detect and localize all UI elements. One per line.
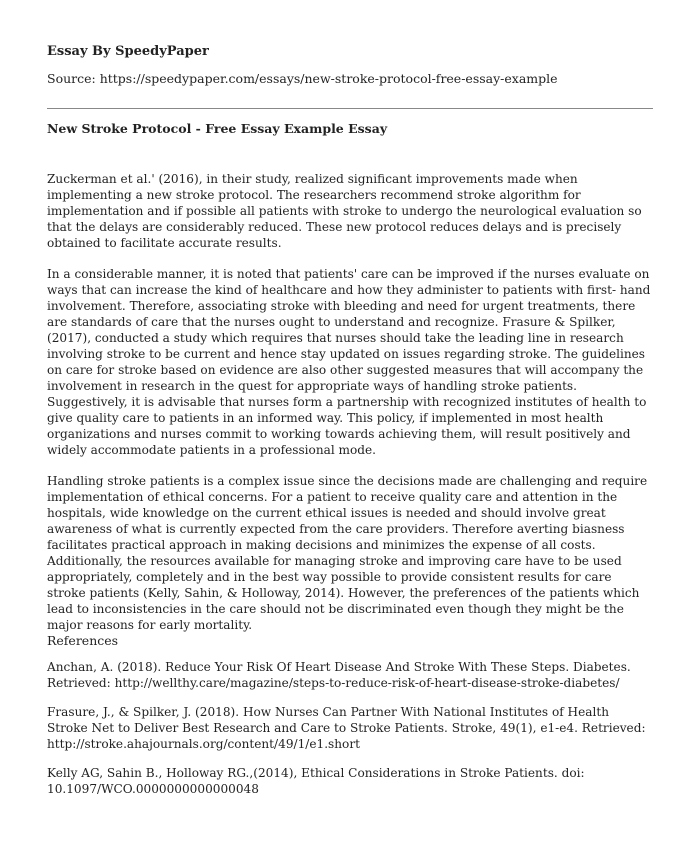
reference-item: Kelly AG, Sahin B., Holloway RG.,(2014), Ethical Considerations in Stroke Patients. doi: 10.1097/WCO.0000000000000048 <box>47 766 585 796</box>
essay-paragraph: In a considerable manner, it is noted that patients' care can be improved if the nurses evaluate on ways that can increase the kind of healthcare and how they administer to patients with first- hand involvement. Therefore, associating stroke with bleeding and need for urgent treatments, there are standards of care that the nurses ought to understand and recognize. Frasure & Spilker, (2017), conducted a study which requires that nurses should take the leading line in research involving stroke to be current and hence stay updated on issues regarding stroke. The guidelines on care for stroke based on evidence are also other suggested measures that will accompany the involvement in research in the quest for appropriate ways of handling stroke patients. Suggestively, it is advisable that nurses form a partnership with recognized institutes of health to give quality care to patients in an informed way. This policy, if implemented in most health organizations and nurses commit to working towards achieving them, will result positively and widely accommodate patients in a professional mode. <box>47 267 651 457</box>
document-brand: Essay By SpeedyPaper <box>47 44 209 59</box>
essay-title: New Stroke Protocol - Free Essay Example Essay <box>47 121 388 136</box>
references-list <box>47 659 653 810</box>
source-line: Source: https://speedypaper.com/essays/new-stroke-protocol-free-essay-example <box>47 71 558 86</box>
reference-item: Anchan, A. (2018). Reduce Your Risk Of Heart Disease And Stroke With These Steps. Diabetes. Retrieved: http://wellthy.care/magazine/steps-to-reduce-risk-of-heart-disease-stroke-diabetes/ <box>47 660 631 690</box>
header-divider <box>47 108 653 109</box>
essay-body <box>47 171 653 648</box>
essay-paragraph: Zuckerman et al.' (2016), in their study, realized significant improvements made when implementing a new stroke protocol. The researchers recommend stroke algorithm for implementation and if possible all patients with stroke to undergo the neurological evaluation so that the delays are considerably reduced. These new protocol reduces delays and is precisely obtained to facilitate accurate results. <box>47 172 642 250</box>
references-heading: References <box>47 633 119 648</box>
reference-item: Frasure, J., & Spilker, J. (2018). How Nurses Can Partner With National Institutes of Health Stroke Net to Deliver Best Research and Care to Stroke Patients. Stroke, 49(1), e1-e4. Retrieved: http://stroke.ahajournals.org/content/49/1/e1.short <box>47 705 646 751</box>
essay-paragraph: Handling stroke patients is a complex issue since the decisions made are challenging and require implementation of ethical concerns. For a patient to receive quality care and attention in the hospitals, wide knowledge on the current ethical issues is needed and should involve great awareness of what is currently expected from the care providers. Therefore averting biasness facilitates practical approach in making decisions and minimizes the expense of all costs. Additionally, the resources available for managing stroke and improving care have to be used appropriately, completely and in the best way possible to provide consistent results for care stroke patients (Kelly, Sahin, & Holloway, 2014). However, the preferences of the patients which lead to inconsistencies in the care should not be discriminated even though they might be the major reasons for early mortality. <box>47 474 648 632</box>
